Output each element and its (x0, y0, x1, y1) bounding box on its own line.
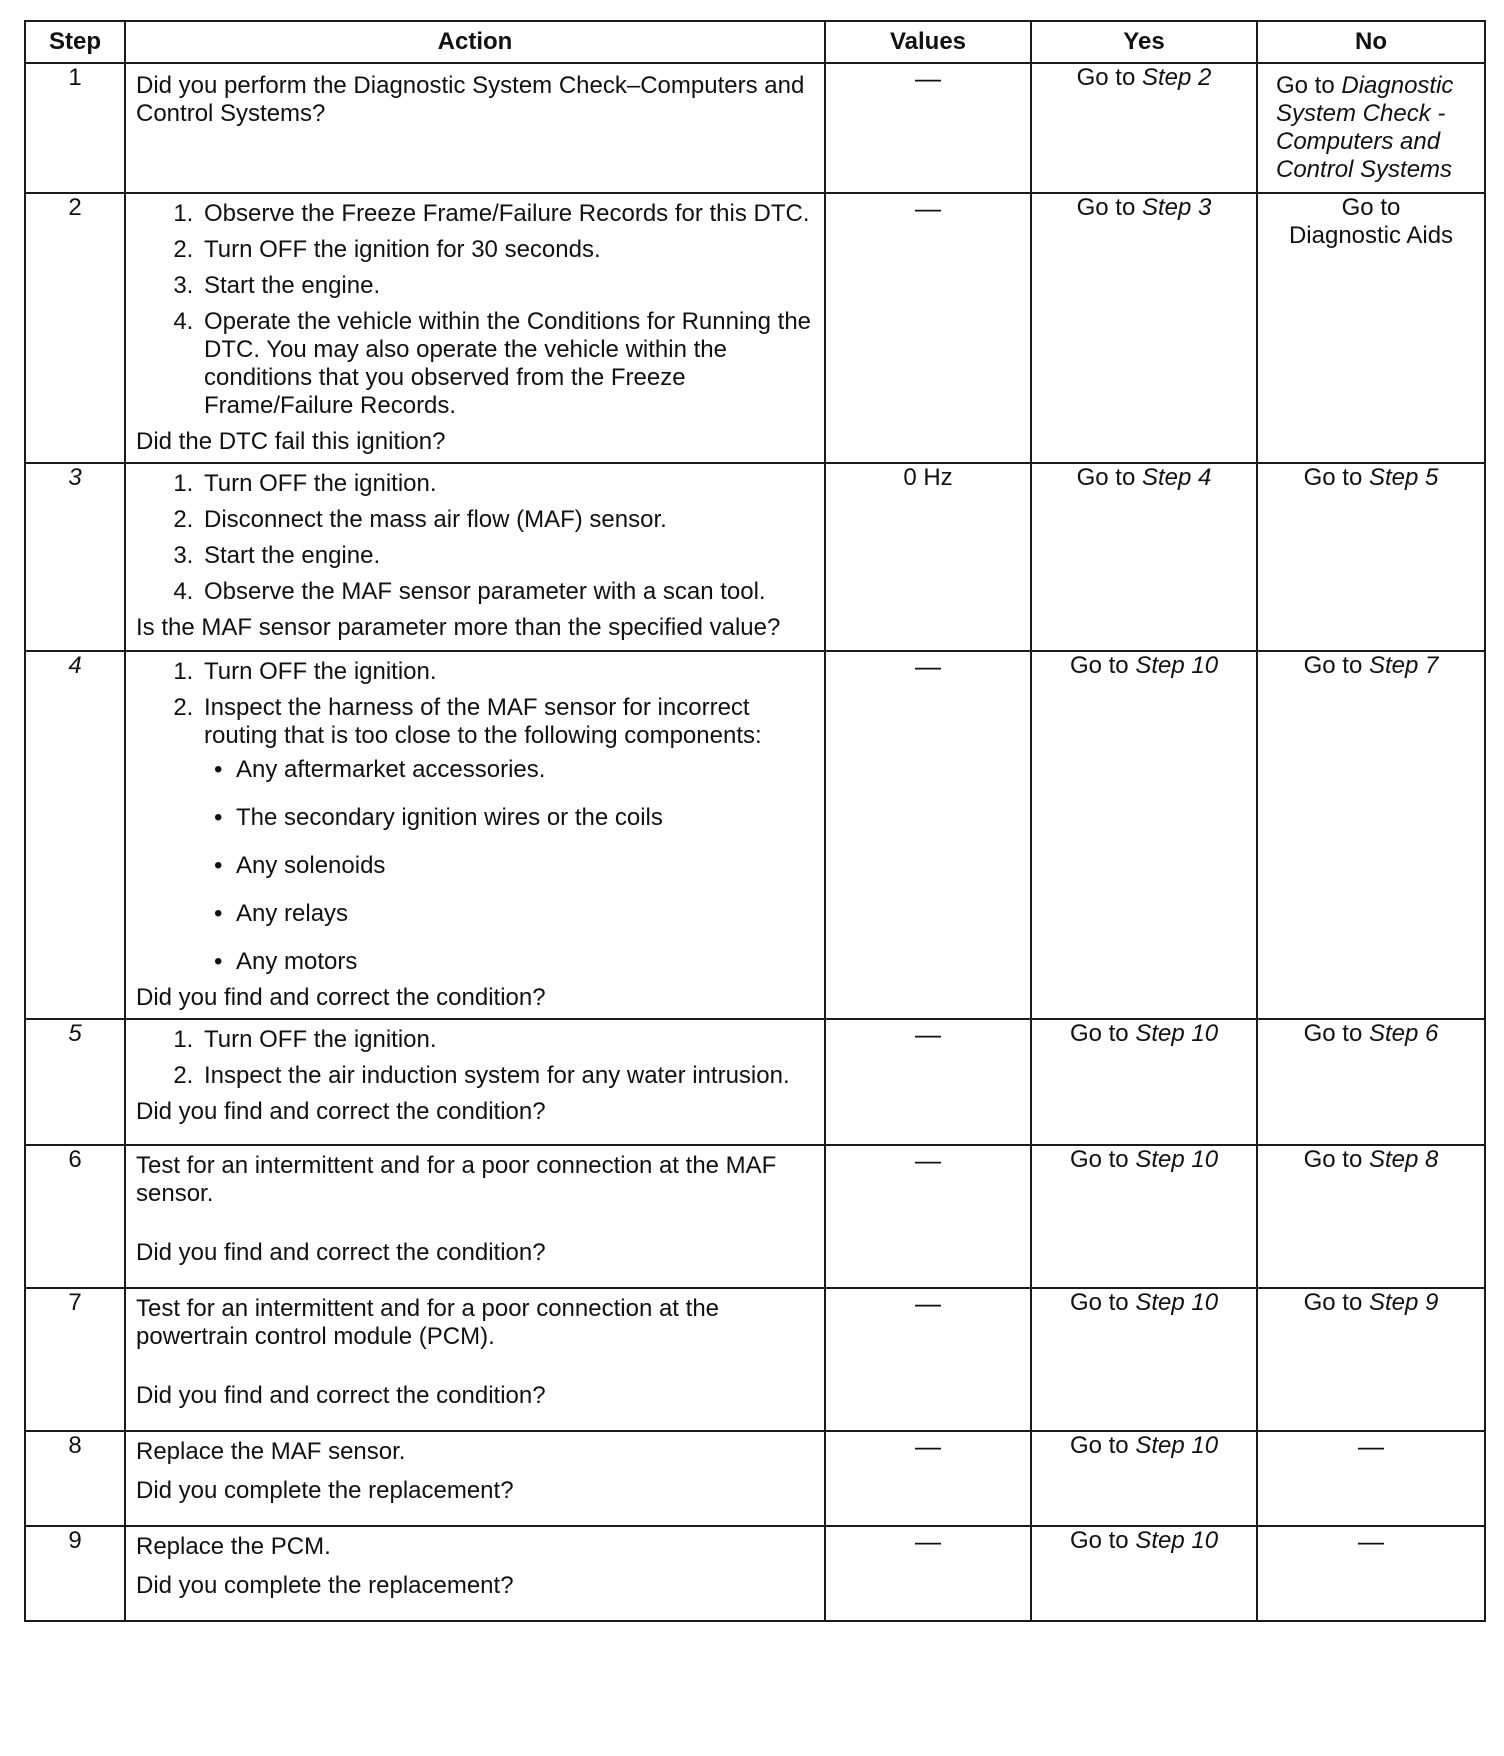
list-item (200, 694, 814, 976)
list-item: 1. Turn OFF the ignition. (200, 658, 814, 686)
step-number: 2 (25, 193, 125, 463)
yes-link: Go to Step 10 (1069, 652, 1219, 679)
value-text: — (915, 1288, 941, 1318)
action-question: Did you complete the replacement? (136, 1477, 514, 1504)
action-cell (125, 1526, 825, 1621)
value-text: — (915, 1145, 941, 1175)
list-item: 3. Start the engine. (200, 272, 814, 300)
action-question: Did you complete the replacement? (136, 1572, 514, 1599)
value-text: — (915, 1526, 941, 1556)
yes-link: Go to Step 10 (1069, 1432, 1219, 1459)
header-row (25, 21, 1485, 63)
table-row (25, 1145, 1485, 1288)
diagnostic-table (24, 20, 1486, 1622)
bullet-item: • Any solenoids (230, 852, 814, 880)
yes-cell (1031, 1019, 1257, 1145)
no-cell (1257, 63, 1485, 193)
value-cell (825, 651, 1031, 1019)
yes-cell (1031, 651, 1257, 1019)
value-text: — (915, 1431, 941, 1461)
yes-link: Go to Step 10 (1069, 1146, 1219, 1173)
list-item: 4. Observe the MAF sensor parameter with a scan tool. (200, 578, 814, 606)
no-link: Go to Diagnostic Aids (1288, 194, 1454, 249)
action-cell (125, 651, 825, 1019)
no-link: — (1358, 1526, 1384, 1556)
table-row (25, 1526, 1485, 1621)
list-item: 1. Turn OFF the ignition. (200, 1026, 814, 1054)
no-link: Go to Step 7 (1303, 652, 1439, 679)
list-item: 2. Inspect the air induction system for any water intrusion. (200, 1062, 814, 1090)
yes-cell (1031, 193, 1257, 463)
list-item: 2. Disconnect the mass air flow (MAF) sensor. (200, 506, 814, 534)
action-text: Replace the PCM. (136, 1533, 331, 1560)
yes-cell (1031, 1288, 1257, 1431)
component-list (204, 756, 814, 976)
action-cell (125, 1145, 825, 1288)
action-steps (136, 1026, 814, 1090)
header-no: No (1257, 21, 1485, 63)
value-cell (825, 1145, 1031, 1288)
value-cell (825, 63, 1031, 193)
bullet-item: • Any aftermarket accessories. (230, 756, 814, 784)
yes-link: Go to Step 4 (1076, 464, 1212, 491)
action-text: Did you perform the Diagnostic System Check–Computers and Control Systems? (136, 72, 805, 127)
bullet-item: • Any relays (230, 900, 814, 928)
yes-cell (1031, 1526, 1257, 1621)
list-item-text: Inspect the harness of the MAF sensor for incorrect routing that is too close to the following components: (204, 694, 762, 749)
no-cell (1257, 1431, 1485, 1526)
action-steps (136, 200, 814, 420)
list-item: 1. Observe the Freeze Frame/Failure Records for this DTC. (200, 200, 814, 228)
no-link: Go to Step 8 (1303, 1146, 1439, 1173)
action-steps (136, 658, 814, 976)
action-text: Test for an intermittent and for a poor connection at the MAF sensor. (136, 1152, 777, 1207)
action-cell (125, 463, 825, 651)
yes-link: Go to Step 2 (1076, 64, 1212, 91)
no-cell (1257, 651, 1485, 1019)
table-row (25, 1019, 1485, 1145)
action-question: Is the MAF sensor parameter more than the specified value? (136, 614, 781, 641)
value-cell (825, 193, 1031, 463)
action-cell (125, 193, 825, 463)
value-text: — (915, 651, 941, 681)
action-cell (125, 1288, 825, 1431)
value-cell (825, 1431, 1031, 1526)
yes-link: Go to Step 10 (1069, 1289, 1219, 1316)
action-text: Replace the MAF sensor. (136, 1438, 406, 1465)
no-cell (1257, 1019, 1485, 1145)
step-number: 7 (25, 1288, 125, 1431)
action-question: Did you find and correct the condition? (136, 1382, 546, 1409)
bullet-item: • The secondary ignition wires or the coils (230, 804, 814, 832)
action-cell (125, 63, 825, 193)
no-cell (1257, 193, 1485, 463)
list-item: 2. Turn OFF the ignition for 30 seconds. (200, 236, 814, 264)
step-number: 1 (25, 63, 125, 193)
yes-link: Go to Step 10 (1069, 1527, 1219, 1554)
header-step: Step (25, 21, 125, 63)
action-question: Did you find and correct the condition? (136, 1239, 546, 1266)
action-question: Did you find and correct the condition? (136, 984, 546, 1011)
value-text: 0 Hz (903, 464, 953, 491)
value-text: — (915, 193, 941, 223)
step-number: 6 (25, 1145, 125, 1288)
yes-link: Go to Step 10 (1069, 1020, 1219, 1047)
step-number: 8 (25, 1431, 125, 1526)
no-link: Go to Step 6 (1303, 1020, 1439, 1047)
no-cell (1257, 463, 1485, 651)
header-values: Values (825, 21, 1031, 63)
table-row (25, 193, 1485, 463)
bullet-item: • Any motors (230, 948, 814, 976)
list-item: 4. Operate the vehicle within the Conditions for Running the DTC. You may also operate the vehicle within the conditions that you observed from the Freeze Frame/Failure Records. (200, 308, 814, 420)
value-cell (825, 463, 1031, 651)
no-link: Go to Diagnostic System Check - Computers and Control Systems (1276, 72, 1454, 183)
value-text: — (915, 63, 941, 93)
no-cell (1257, 1526, 1485, 1621)
value-cell (825, 1019, 1031, 1145)
action-cell (125, 1019, 825, 1145)
no-cell (1257, 1288, 1485, 1431)
no-link: Go to Step 5 (1303, 464, 1439, 491)
step-number: 9 (25, 1526, 125, 1621)
action-text: Test for an intermittent and for a poor connection at the powertrain control module (PCM). (136, 1295, 720, 1350)
action-cell (125, 1431, 825, 1526)
value-text: — (915, 1019, 941, 1049)
yes-link: Go to Step 3 (1076, 194, 1212, 221)
yes-cell (1031, 1431, 1257, 1526)
action-steps (136, 470, 814, 606)
table-row (25, 63, 1485, 193)
no-cell (1257, 1145, 1485, 1288)
step-number: 3 (25, 463, 125, 651)
list-item: 1. Turn OFF the ignition. (200, 470, 814, 498)
no-link: — (1358, 1431, 1384, 1461)
yes-cell (1031, 63, 1257, 193)
table-row (25, 1288, 1485, 1431)
value-cell (825, 1526, 1031, 1621)
step-number: 5 (25, 1019, 125, 1145)
action-question: Did you find and correct the condition? (136, 1098, 546, 1125)
table-row (25, 463, 1485, 651)
yes-cell (1031, 463, 1257, 651)
value-cell (825, 1288, 1031, 1431)
action-question: Did the DTC fail this ignition? (136, 428, 446, 455)
header-yes: Yes (1031, 21, 1257, 63)
list-item: 3. Start the engine. (200, 542, 814, 570)
header-action: Action (125, 21, 825, 63)
yes-cell (1031, 1145, 1257, 1288)
table-row (25, 651, 1485, 1019)
step-number: 4 (25, 651, 125, 1019)
table-row (25, 1431, 1485, 1526)
no-link: Go to Step 9 (1303, 1289, 1439, 1316)
